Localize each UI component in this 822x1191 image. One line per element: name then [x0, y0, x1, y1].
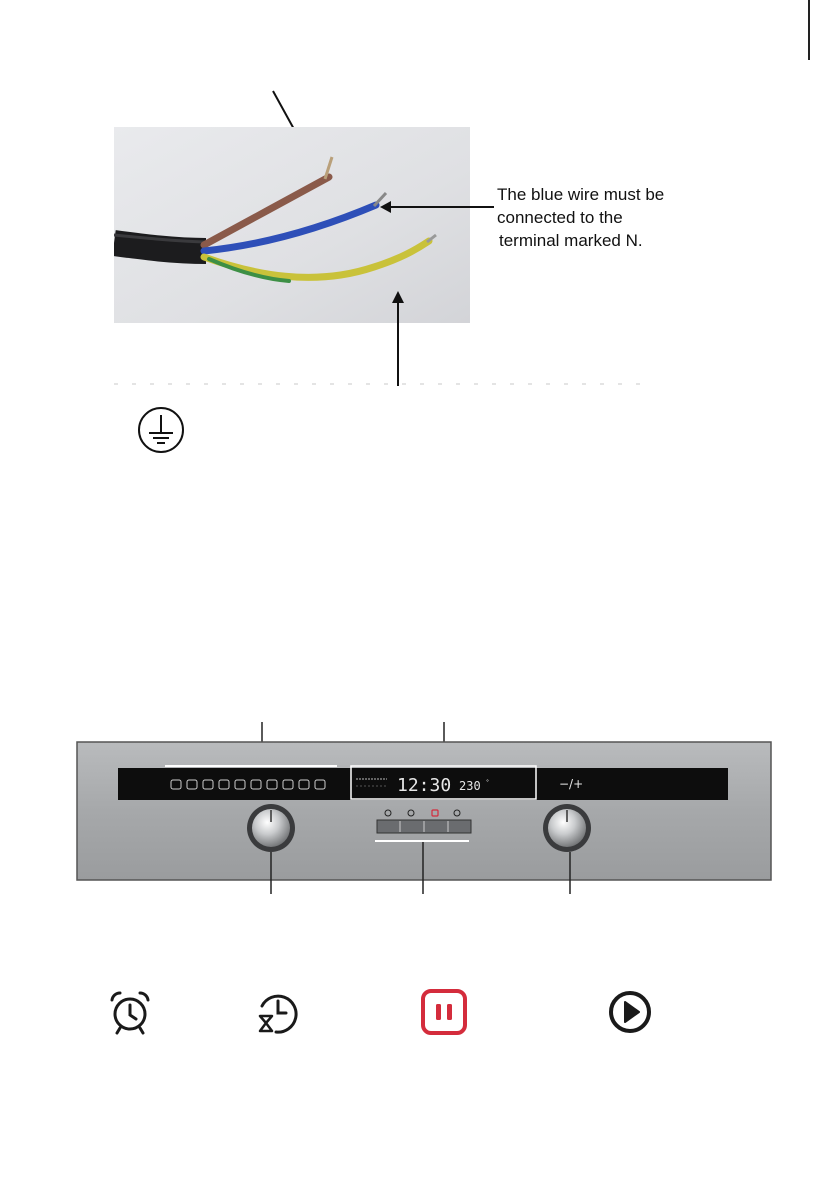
oven-control-panel: [75, 722, 775, 894]
temperature-knob[interactable]: [543, 804, 591, 852]
arrow-blue-wire: [378, 200, 498, 214]
blue-wire-caption: [497, 183, 777, 252]
wire-photo: [114, 127, 470, 323]
earth-ground-icon: [136, 405, 188, 457]
function-knob[interactable]: [247, 804, 295, 852]
temperature-degree-icon: °: [486, 779, 489, 786]
pause-icon: [420, 988, 468, 1036]
play-icon: [606, 988, 654, 1036]
caption-line-2: connected to the: [497, 208, 623, 227]
page-edge-line: [808, 0, 810, 60]
delay-timer-icon: [252, 988, 300, 1036]
alarm-clock-icon: [106, 988, 154, 1036]
faint-text-line: [114, 381, 654, 387]
arrow-earth-wire: [388, 288, 408, 388]
adjust-label: −/+: [559, 777, 584, 791]
caption-line-3: terminal marked N.: [499, 231, 643, 250]
caption-line-1: The blue wire must be: [497, 185, 665, 204]
clock-display: 12:30: [397, 775, 452, 796]
temperature-display: 230: [459, 779, 481, 793]
